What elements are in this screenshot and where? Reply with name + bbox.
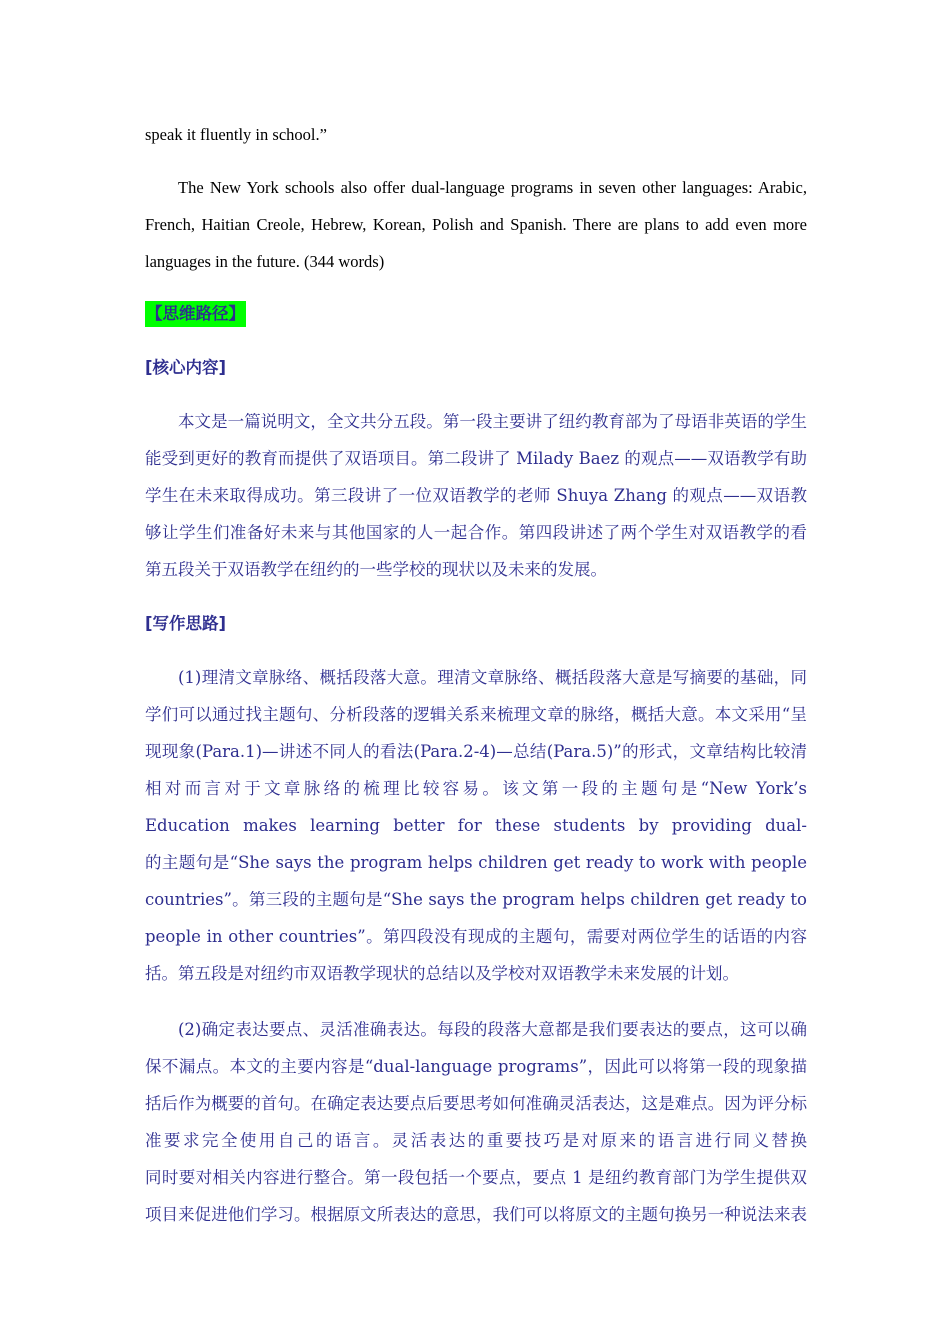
text-line: countries”。第三段的主题句是“She says the program helps children get ready to: [145, 890, 807, 909]
text-line: people in other countries”。第四段没有现成的主题句，需要对两位学生的话语的内容: [145, 927, 807, 946]
writing-approach-heading: [写作思路]: [145, 614, 227, 633]
text-line: 括。第五段是对纽约市双语教学现状的总结以及学校对双语教学未来发展的计划。: [145, 964, 739, 983]
core-content-paragraph: [145, 403, 807, 588]
core-content-heading: [核心内容]: [145, 358, 227, 377]
text-line: 现现象(Para.1)—讲述不同人的看法(Para.2-4)—总结(Para.5)”的形式，文章结构比较清: [145, 742, 807, 761]
writing-paragraph-2: [145, 1011, 807, 1233]
text-line: languages in the future. (344 words): [145, 252, 385, 271]
text-line: 第五段关于双语教学在纽约的一些学校的现状以及未来的发展。: [145, 560, 607, 579]
text-line: The New York schools also offer dual-language programs in seven other languages: Arabic,: [178, 178, 807, 197]
text-line: Education makes learning better for these students by providing dual-: [145, 816, 807, 835]
text-line: 项目来促进他们学习。根据原文所表达的意思，我们可以将原文的主题句换另一种说法来表: [145, 1205, 807, 1224]
text-line: 的主题句是“She says the program helps children get ready to work with people: [145, 853, 807, 872]
article-paragraph: [145, 169, 807, 280]
section-title-highlighted: 【思维路径】: [145, 301, 246, 327]
text-line: 保不漏点。本文的主要内容是“dual-language programs”，因此可以将第一段的现象描: [145, 1057, 807, 1076]
text-line: French, Haitian Creole, Hebrew, Korean, Polish and Spanish. There are plans to add even more: [145, 215, 807, 234]
text-line: 同时要对相关内容进行整合。第一段包括一个要点，要点 1 是纽约教育部门为学生提供双: [145, 1168, 807, 1187]
article-paragraph-end: [145, 116, 807, 153]
text-line: 能受到更好的教育而提供了双语项目。第二段讲了 Milady Baez 的观点——双语教学有助: [145, 449, 807, 468]
text-line: 本文是一篇说明文，全文共分五段。第一段主要讲了纽约教育部为了母语非英语的学生: [178, 412, 807, 431]
text-line: 括后作为概要的首句。在确定表达要点后要思考如何准确灵活表达，这是难点。因为评分标: [145, 1094, 807, 1113]
writing-paragraph-1: [145, 659, 807, 992]
text-line: speak it fluently in school.”: [145, 125, 327, 144]
text-line: (2)确定表达要点、灵活准确表达。每段的段落大意都是我们要表达的要点，这可以确: [178, 1020, 807, 1039]
text-line: 学生在未来取得成功。第三段讲了一位双语教学的老师 Shuya Zhang 的观点——双语教: [145, 486, 807, 505]
text-line: 相对而言对于文章脉络的梳理比较容易。该文第一段的主题句是“New York’s: [145, 779, 807, 798]
text-line: (1)理清文章脉络、概括段落大意。理清文章脉络、概括段落大意是写摘要的基础，同: [178, 668, 807, 687]
text-line: 学们可以通过找主题句、分析段落的逻辑关系来梳理文章的脉络，概括大意。本文采用“呈: [145, 705, 807, 724]
text-line: 准要求完全使用自己的语言。灵活表达的重要技巧是对原来的语言进行同义替换: [145, 1131, 807, 1150]
text-line: 够让学生们准备好未来与其他国家的人一起合作。第四段讲述了两个学生对双语教学的看: [145, 523, 807, 542]
